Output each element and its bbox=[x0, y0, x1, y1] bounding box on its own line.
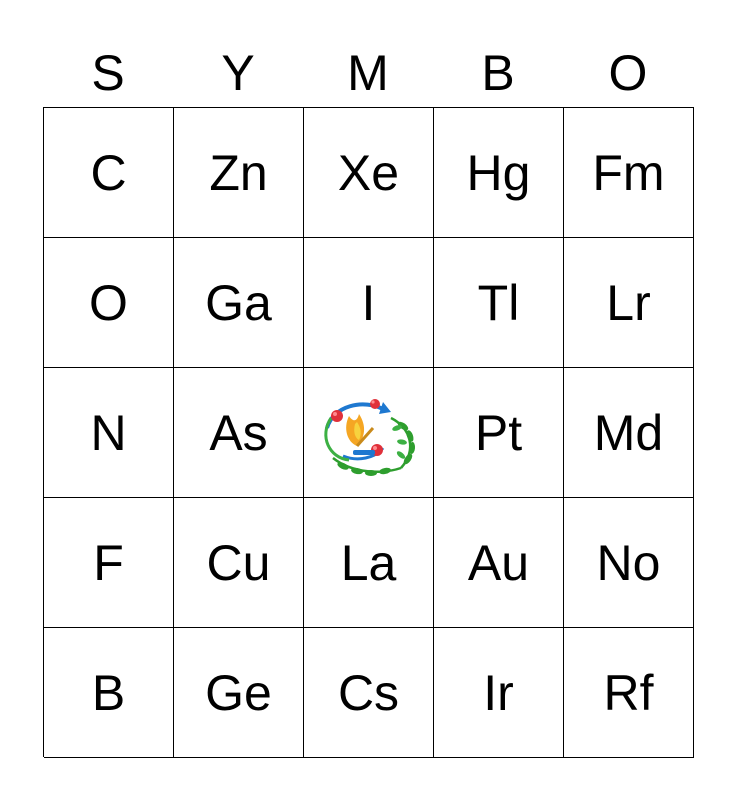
bingo-cell-r1-c3[interactable]: Xe bbox=[304, 108, 434, 238]
bingo-cell-r1-c2[interactable]: Zn bbox=[174, 108, 304, 238]
bingo-cell-r4-c2[interactable]: Cu bbox=[174, 498, 304, 628]
bingo-cell-r2-c5[interactable]: Lr bbox=[564, 238, 694, 368]
bingo-cell-r5-c3[interactable]: Cs bbox=[304, 628, 434, 758]
bingo-cell-r4-c4[interactable]: Au bbox=[434, 498, 564, 628]
bingo-cell-r2-c1[interactable]: O bbox=[44, 238, 174, 368]
bingo-cell-r5-c2[interactable]: Ge bbox=[174, 628, 304, 758]
bingo-cell-r1-c1[interactable]: C bbox=[44, 108, 174, 238]
bingo-cell-r1-c4[interactable]: Hg bbox=[434, 108, 564, 238]
bingo-cell-r3-c5[interactable]: Md bbox=[564, 368, 694, 498]
bingo-cell-r3-c2[interactable]: As bbox=[174, 368, 304, 498]
bingo-cell-r5-c1[interactable]: B bbox=[44, 628, 174, 758]
bingo-cell-r2-c3[interactable]: I bbox=[304, 238, 434, 368]
header-letter-b: B bbox=[481, 45, 515, 101]
bingo-cell-r3-c1[interactable]: N bbox=[44, 368, 174, 498]
bingo-cell-r5-c5[interactable]: Rf bbox=[564, 628, 694, 758]
bingo-cell-r3-c4[interactable]: Pt bbox=[434, 368, 564, 498]
bingo-cell-r2-c2[interactable]: Ga bbox=[174, 238, 304, 368]
header-letter-y: Y bbox=[221, 45, 255, 101]
bingo-cell-r4-c1[interactable]: F bbox=[44, 498, 174, 628]
bingo-cell-r4-c5[interactable]: No bbox=[564, 498, 694, 628]
bingo-cell-r1-c5[interactable]: Fm bbox=[564, 108, 694, 238]
bingo-board bbox=[43, 107, 694, 757]
bingo-cell-r2-c4[interactable]: Tl bbox=[434, 238, 564, 368]
header-letter-o: O bbox=[608, 45, 648, 101]
free-space-emblem-icon bbox=[313, 388, 425, 478]
free-space-cell[interactable] bbox=[304, 368, 434, 498]
header-letter-s: S bbox=[91, 45, 125, 101]
header-letter-m: M bbox=[347, 45, 389, 101]
bingo-header bbox=[43, 40, 693, 106]
bingo-cell-r4-c3[interactable]: La bbox=[304, 498, 434, 628]
bingo-cell-r5-c4[interactable]: Ir bbox=[434, 628, 564, 758]
